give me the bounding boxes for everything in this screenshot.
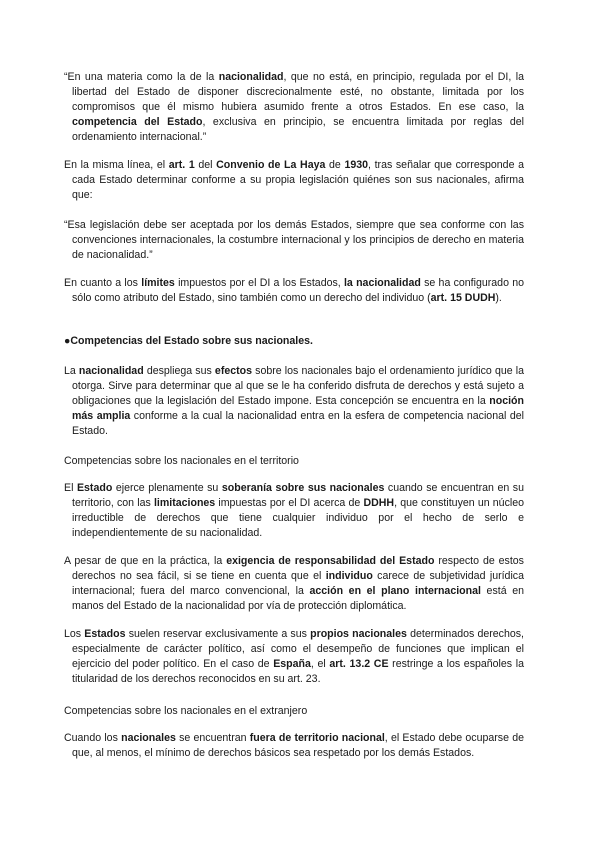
paragraph-quote-nacionalidad (64, 70, 524, 145)
subheading-text: Competencias sobre los nacionales en el extranjero (64, 705, 308, 717)
text-run: respecto de estos derechos no sea fácil, si se tiene en cuenta que el (72, 555, 524, 582)
text-run: sobre los nacionales bajo el ordenamiento jurídico que la otorga. Sirve para determinar que al que se le ha conferido disfruta de derechos y está sujeto a obligaciones que la legislación del Estado impone. Esta concepción se encuentra en la (72, 365, 525, 407)
text-run: En la misma línea, el (64, 159, 169, 171)
section-heading-competencias (64, 334, 516, 349)
subheading-text: Competencias sobre los nacionales en el territorio (64, 455, 299, 467)
text-run-bold: propios nacionales (310, 628, 407, 640)
text-run-bold: DDHH (363, 497, 395, 509)
text-run: carece de subjetividad jurídica internacional; fuera del marco convencional, la (72, 570, 524, 597)
text-run: ejerce plenamente su (112, 482, 222, 494)
paragraph-estados-derechos (64, 627, 524, 687)
paragraph-efectos-nacionalidad (64, 364, 524, 439)
paragraph-fuera-territorio (64, 731, 524, 761)
text-run: impuestos por el DI a los Estados, (174, 277, 344, 289)
text-run: , el (310, 658, 330, 670)
text-run-bold: acción en el plano internacional (309, 585, 481, 597)
text-run-bold: exigencia de responsabilidad del Estado (226, 555, 435, 567)
text-run: , el Estado debe ocuparse de que, al menos, el mínimo de derechos básicos sea respetado por los demás Estados. (72, 732, 525, 759)
paragraph-quote-legislacion (64, 218, 524, 263)
text-run-bold: fuera de territorio nacional (249, 732, 385, 744)
text-run-bold: art. 1 (168, 159, 195, 171)
text-run: se ha configurado no sólo como atributo del Estado, sino también como un derecho del individuo ( (72, 277, 525, 304)
text-run-bold: art. 15 DUDH (430, 292, 496, 304)
text-run-bold: Estado (76, 482, 113, 494)
text-run: del (194, 159, 217, 171)
text-run: , tras señalar que corresponde a cada Estado determinar conforme a su propia legislación quiénes son sus nacionales, afirma que: (72, 159, 524, 201)
text-run: , que no está, en principio, regulada por el DI, la libertad del Estado de disponer discrecionalmente esté, no obstante, limitada por los compromisos que él mismo hubiera asumido frente a otros Estados. En ese caso, la (72, 71, 524, 113)
text-run-bold: individuo (325, 570, 373, 582)
subheading-territorio (64, 454, 516, 469)
text-run: restringe a los españoles la titularidad de los derechos reconocidos en su art. 23. (72, 658, 524, 685)
text-run: A pesar de que en la práctica, la (64, 555, 227, 567)
text-run: Cuando los (64, 732, 122, 744)
text-run-bold: nacionalidad (78, 365, 144, 377)
text-run: “En una materia como la de la (64, 71, 219, 83)
text-run-bold: limitaciones (153, 497, 216, 509)
text-run: de (325, 159, 345, 171)
text-run-bold: límites (141, 277, 175, 289)
text-run-bold: nacionalidad (218, 71, 284, 83)
subheading-extranjero (64, 704, 516, 719)
text-run: impuestas por el DI acerca de (215, 497, 364, 509)
text-run: “Esa legislación debe ser aceptada por los demás Estados, siempre que sea conforme con las convenciones internacionales, la costumbre internacional y los principios de derecho en materia de nacionalidad.” (64, 219, 524, 261)
paragraph-limites (64, 276, 524, 306)
text-run-bold: España (273, 658, 311, 670)
text-run-bold: efectos (214, 365, 253, 377)
text-run: , que constituyen un núcleo irreductible de derechos que tiene cualquier individuo por el hecho de serlo e independientemente de su nacionalidad. (72, 497, 525, 539)
text-run: determinados derechos, especialmente de carácter político, así como el desempeño de funciones que implican el ejercicio del poder político. En el caso de (72, 628, 524, 670)
paragraph-convenio-la-haya (64, 158, 524, 203)
text-run: ). (495, 292, 502, 304)
section-heading-text: ●Competencias del Estado sobre sus nacionales. (64, 335, 313, 347)
text-run-bold: Convenio de La Haya (216, 159, 326, 171)
text-run: Los (64, 628, 85, 640)
paragraph-responsabilidad (64, 554, 524, 614)
text-run-bold: noción más amplia (72, 395, 524, 422)
text-run: está en manos del Estado de la nacionalidad por vía de protección diplomática. (72, 585, 524, 612)
text-run-bold: art. 13.2 CE (329, 658, 389, 670)
text-run-bold: competencia del Estado (72, 116, 203, 128)
text-run-bold: 1930 (344, 159, 369, 171)
text-run: conforme a la cual la nacionalidad entra en la esfera de competencia nacional del Estado. (72, 410, 524, 437)
text-run: En cuanto a los (64, 277, 142, 289)
text-run: El (64, 482, 77, 494)
text-run: , exclusiva en principio, se encuentra limitada por reglas del ordenamiento internacional.” (72, 116, 525, 143)
text-run: se encuentran (175, 732, 250, 744)
text-run-bold: la nacionalidad (343, 277, 421, 289)
text-run: La (64, 365, 79, 377)
text-run-bold: soberanía sobre sus nacionales (221, 482, 385, 494)
text-run-bold: nacionales (121, 732, 176, 744)
text-run: cuando se encuentran en su territorio, con las (72, 482, 524, 509)
paragraph-soberania (64, 481, 524, 541)
text-run: suelen reservar exclusivamente a sus (125, 628, 311, 640)
text-run: despliega sus (143, 365, 215, 377)
text-run-bold: Estados (84, 628, 126, 640)
